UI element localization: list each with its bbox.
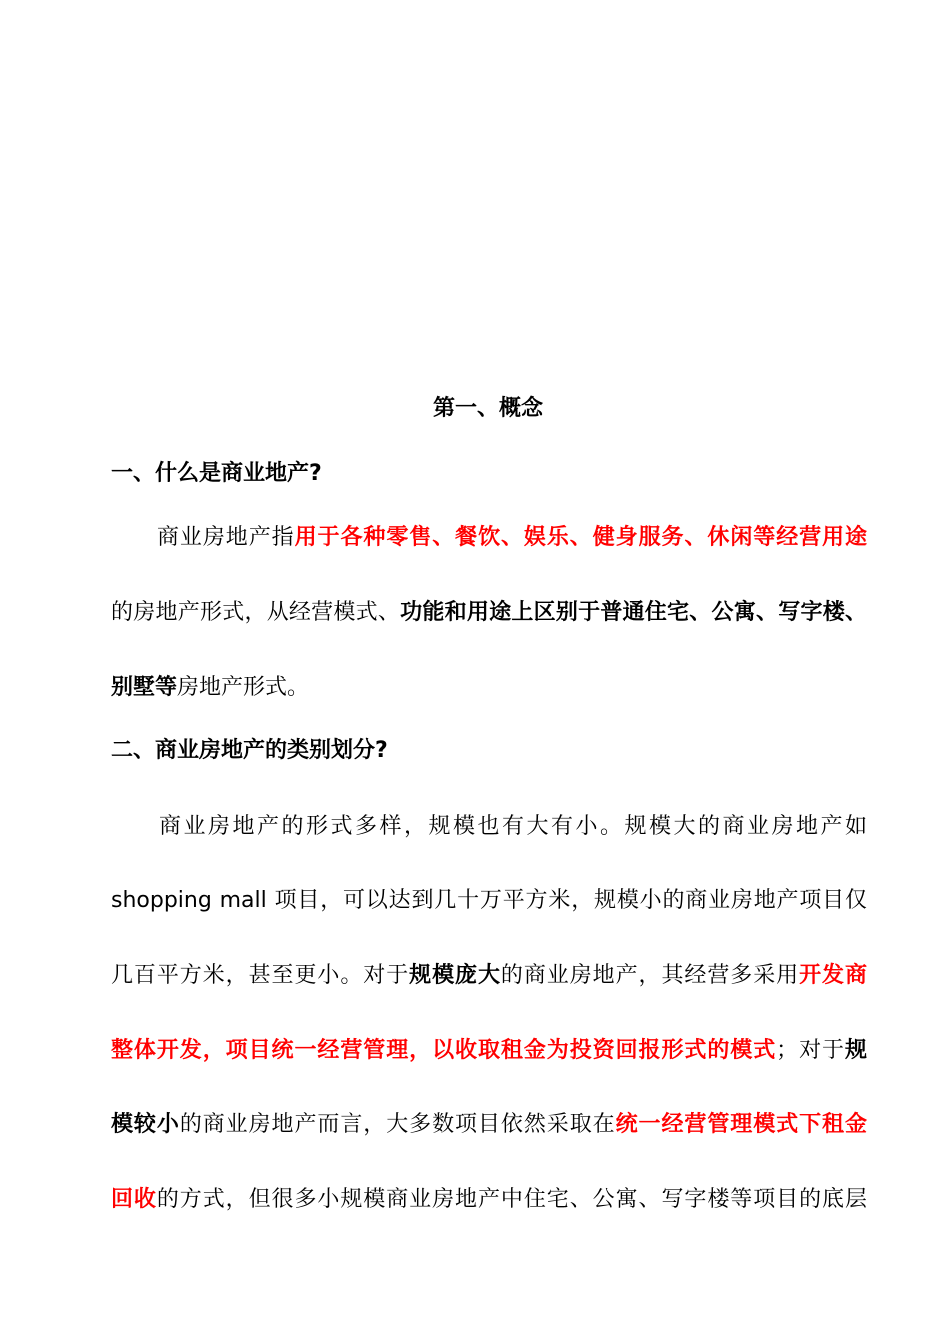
highlight-bold: 模较小 bbox=[111, 1112, 180, 1137]
text-span: 房地产形式。 bbox=[177, 675, 310, 700]
text-span: 的方式，但很多小规模商业房地产中住宅、公寓、写字楼等项目的底层 bbox=[156, 1187, 867, 1212]
paragraph-2-line-3 bbox=[111, 961, 867, 991]
paragraph-2-line-2 bbox=[111, 886, 867, 916]
paragraph-2-line-1 bbox=[159, 812, 867, 842]
text-span: 几百平方米，甚至更小。对于 bbox=[111, 963, 410, 988]
highlight-bold: 规 bbox=[844, 1038, 867, 1063]
section-heading-2: 二、商业房地产的类别划分? bbox=[111, 738, 388, 763]
highlight-red: 统一经营管理模式下租金 bbox=[615, 1112, 867, 1137]
paragraph-1-line-2 bbox=[111, 598, 867, 628]
text-span: 商业房地产的形式多样，规模也有大有小。规模大的商业房地产如 bbox=[159, 814, 867, 839]
text-span: 的房地产形式，从经营模式、 bbox=[111, 600, 401, 625]
text-span: 商业房地产指 bbox=[157, 525, 295, 550]
paragraph-1-line-1 bbox=[157, 523, 867, 553]
text-span: 的商业房地产而言，大多数项目依然采取在 bbox=[179, 1112, 616, 1137]
text-span: shopping mall 项目，可以达到几十万平方米，规模小的商业房地产项目仅 bbox=[111, 888, 867, 913]
paragraph-2-line-4 bbox=[111, 1036, 867, 1066]
highlight-red: 用于各种零售、餐饮、娱乐、健身服务、休闲等经营用途 bbox=[294, 525, 867, 550]
highlight-bold: 别墅等 bbox=[111, 675, 178, 700]
highlight-bold: 功能和用途上区别于普通住宅、公寓、写字楼、 bbox=[400, 600, 867, 625]
paragraph-2-line-5 bbox=[111, 1110, 867, 1140]
highlight-red: 开发商 bbox=[799, 963, 867, 988]
section-heading-1: 一、什么是商业地产? bbox=[111, 461, 322, 486]
highlight-bold: 规模庞大 bbox=[409, 963, 501, 988]
highlight-red: 整体开发，项目统一经营管理，以收取租金为投资回报形式的模式 bbox=[111, 1038, 777, 1063]
paragraph-2-line-6 bbox=[111, 1185, 867, 1215]
page-title: 第一、概念 bbox=[432, 396, 543, 421]
text-span: ；对于 bbox=[776, 1038, 845, 1063]
text-span: 的商业房地产，其经营多采用 bbox=[500, 963, 800, 988]
paragraph-1-line-3 bbox=[111, 673, 867, 703]
highlight-red: 回收 bbox=[111, 1187, 157, 1212]
